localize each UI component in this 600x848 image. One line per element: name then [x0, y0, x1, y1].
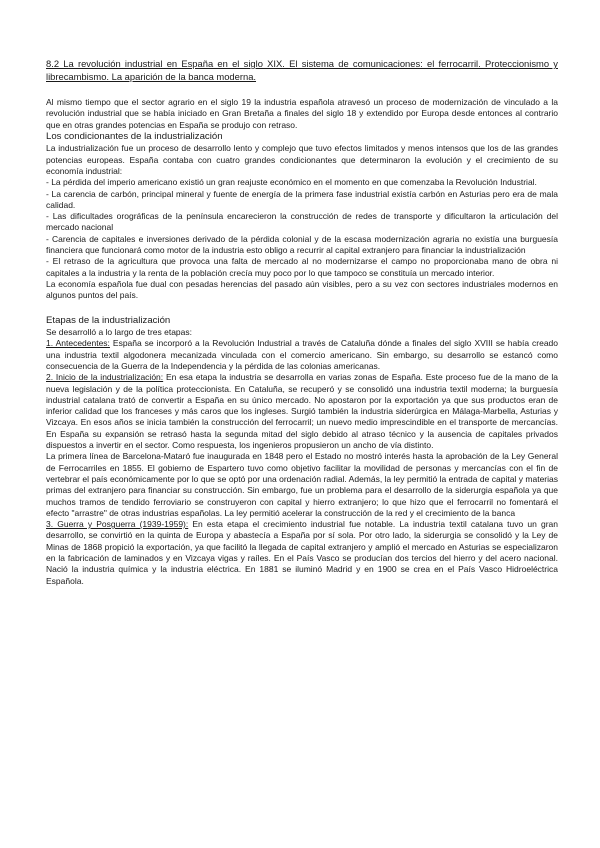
condition-item: - El retraso de la agricultura que provoca una falta de mercado al no modernizarse el campo no proporcionaba mano de obra ni capitales a la industria y la renta de la población crecía muy poco por lo que tampoco se constituía un mercado interior.: [46, 256, 558, 278]
stage-text: En esa etapa la industria se desarrolla en varias zonas de España. Este proceso fue de la mano de la nueva legislación y de la política proteccionista. En Cataluña, se recuperó y se consolidó una industria textil moderna; la burguesía industrial catalana trató de convertir a España en su único mercado. No apostaron por la exportación ya que sus productos eran de inferior calidad que los franceses y más caros que los ingleses. Surgió también la industria siderúrgica en Málaga-Marbella, Asturias y Vizcaya. En esos años se inicia también la construcción del ferrocarril; un nuevo medio imprescindible en el transporte de mercancías. En España su expansión se retrasó hasta la segunda mitad del siglo debido al atraso técnico y la ausencia de capitales privados dispuestos a invertir en el sector. Como respuesta, los ingenieros propusieron un ancho de vía distinto.: [46, 372, 558, 451]
section-intro-paragraph: La industrialización fue un proceso de desarrollo lento y complejo que tuvo efectos limitados y menos intensos que los de las grandes potencias europeas. España contaba con cuatro grandes condicionantes que determinaron la evolución y el crecimiento de su economía industrial:: [46, 143, 558, 176]
stage-text: España se incorporó a la Revolución Industrial a través de Cataluña dónde a finales del siglo XVIII se había creado una industria textil algodonera mecanizada vinculada con el comercio americano. Sin embargo, su desarrollo se estancó como consecuencia de la Guerra de la Independencia y la pérdida de las colonias americanas.: [46, 338, 559, 371]
stage-paragraph-3: [46, 519, 558, 587]
stage-paragraph-1: [46, 338, 558, 372]
railway-paragraph: La primera línea de Barcelona-Mataró fue inaugurada en 1848 pero el Estado no mostró interés hasta la aprobación de la Ley General de Ferrocarriles en 1855. El gobierno de Espartero tuvo como objetivo facilitar la movilidad de personas y mercancías con el fin de vertebrar el país económicamente por lo que se optó por una ordenación radial. Además, la ley permitió la entrada de capital y materias primas del extranjero para financiar su construcción. Sin embargo, fue un problema para el desarrollo de la siderurgia española ya que muchos tramos de tendido ferroviario se construyeron con capital y hierro extranjero; lo que hizo que el ferrocarril no fomentará el efecto "arrastre" de otras industrias españolas. La ley permitió acelerar la construcción de la red y el crecimiento de la banca: [46, 451, 558, 518]
section-heading-condicionantes: Los condicionantes de la industrialización: [46, 130, 223, 142]
conclusion-paragraph: La economía española fue dual con pesadas herencias del pasado aún visibles, pero a su vez con sectores industriales modernos en algunos puntos del país.: [46, 278, 558, 301]
condition-item: - La carencia de carbón, principal mineral y fuente de energía de la primera fase industrial existía carbón en Asturias pero era de mala calidad.: [46, 188, 558, 210]
stage-label: 2. Inicio de la industrialización:: [46, 372, 164, 383]
condition-item: - La pérdida del imperio americano existió un gran reajuste económico en el momento en que comenzaba la Revolución Industrial.: [46, 177, 537, 188]
stage-label: 3. Guerra y Posguerra (1939-1959):: [46, 519, 189, 530]
document-title: 8.2 La revolución industrial en España en el siglo XIX. El sistema de comunicaciones: el ferrocarril. Proteccionismo y librecambismo. La aparición de la banca moderna.: [46, 58, 558, 82]
stage-text: En esta etapa el crecimiento industrial fue notable. La industria textil catalana tuvo un gran desarrollo, se convirtió en la quinta de Europa y abastecía a España por sí sola. Por otro lado, la siderurgia se consolidó y la Ley de Minas de 1868 propició la exportación, ya que facilitó la llegada de capital extranjero y amplió el mercado en Asturias se especializaron en la fabricación de laminados y en Vizcaya vigas y raíles. En el País Vasco se producían dos tercios del hierro y del acero nacional. Nació la industria química y la industria eléctrica. En 1881 se iluminó Madrid y en 1900 se crea en el País Vasco Hidroeléctrica Española.: [46, 519, 558, 586]
stage-paragraph-2: [46, 372, 558, 451]
section-intro-paragraph: Se desarrolló a lo largo de tres etapas:: [46, 327, 193, 338]
stage-label: 1. Antecedentes:: [46, 338, 110, 349]
intro-paragraph: Al mismo tiempo que el sector agrario en el siglo 19 la industria española atravesó un proceso de modernización de vinculado a la revolución industrial que se había iniciado en Gran Bretaña a finales del siglo 18 y extendido por Europa desde entonces al contrario que en otras grandes potencias en España se produjo con retraso.: [46, 97, 558, 130]
document-body: [46, 58, 558, 587]
condition-item: - Carencia de capitales e inversiones derivado de la pérdida colonial y de la escasa modernización agraria no existía una burguesía financiera que funcionará como motor de la industria esto obligo a recurrir al capital extranjero para financiar la industrialización: [46, 233, 558, 256]
condition-item: - Las dificultades orográficas de la península encarecieron la construcción de redes de transporte y dificultaron la articulación del mercado nacional: [46, 211, 558, 233]
paragraph-spacer: [46, 302, 558, 315]
section-heading-etapas: Etapas de la industrialización: [46, 314, 171, 326]
